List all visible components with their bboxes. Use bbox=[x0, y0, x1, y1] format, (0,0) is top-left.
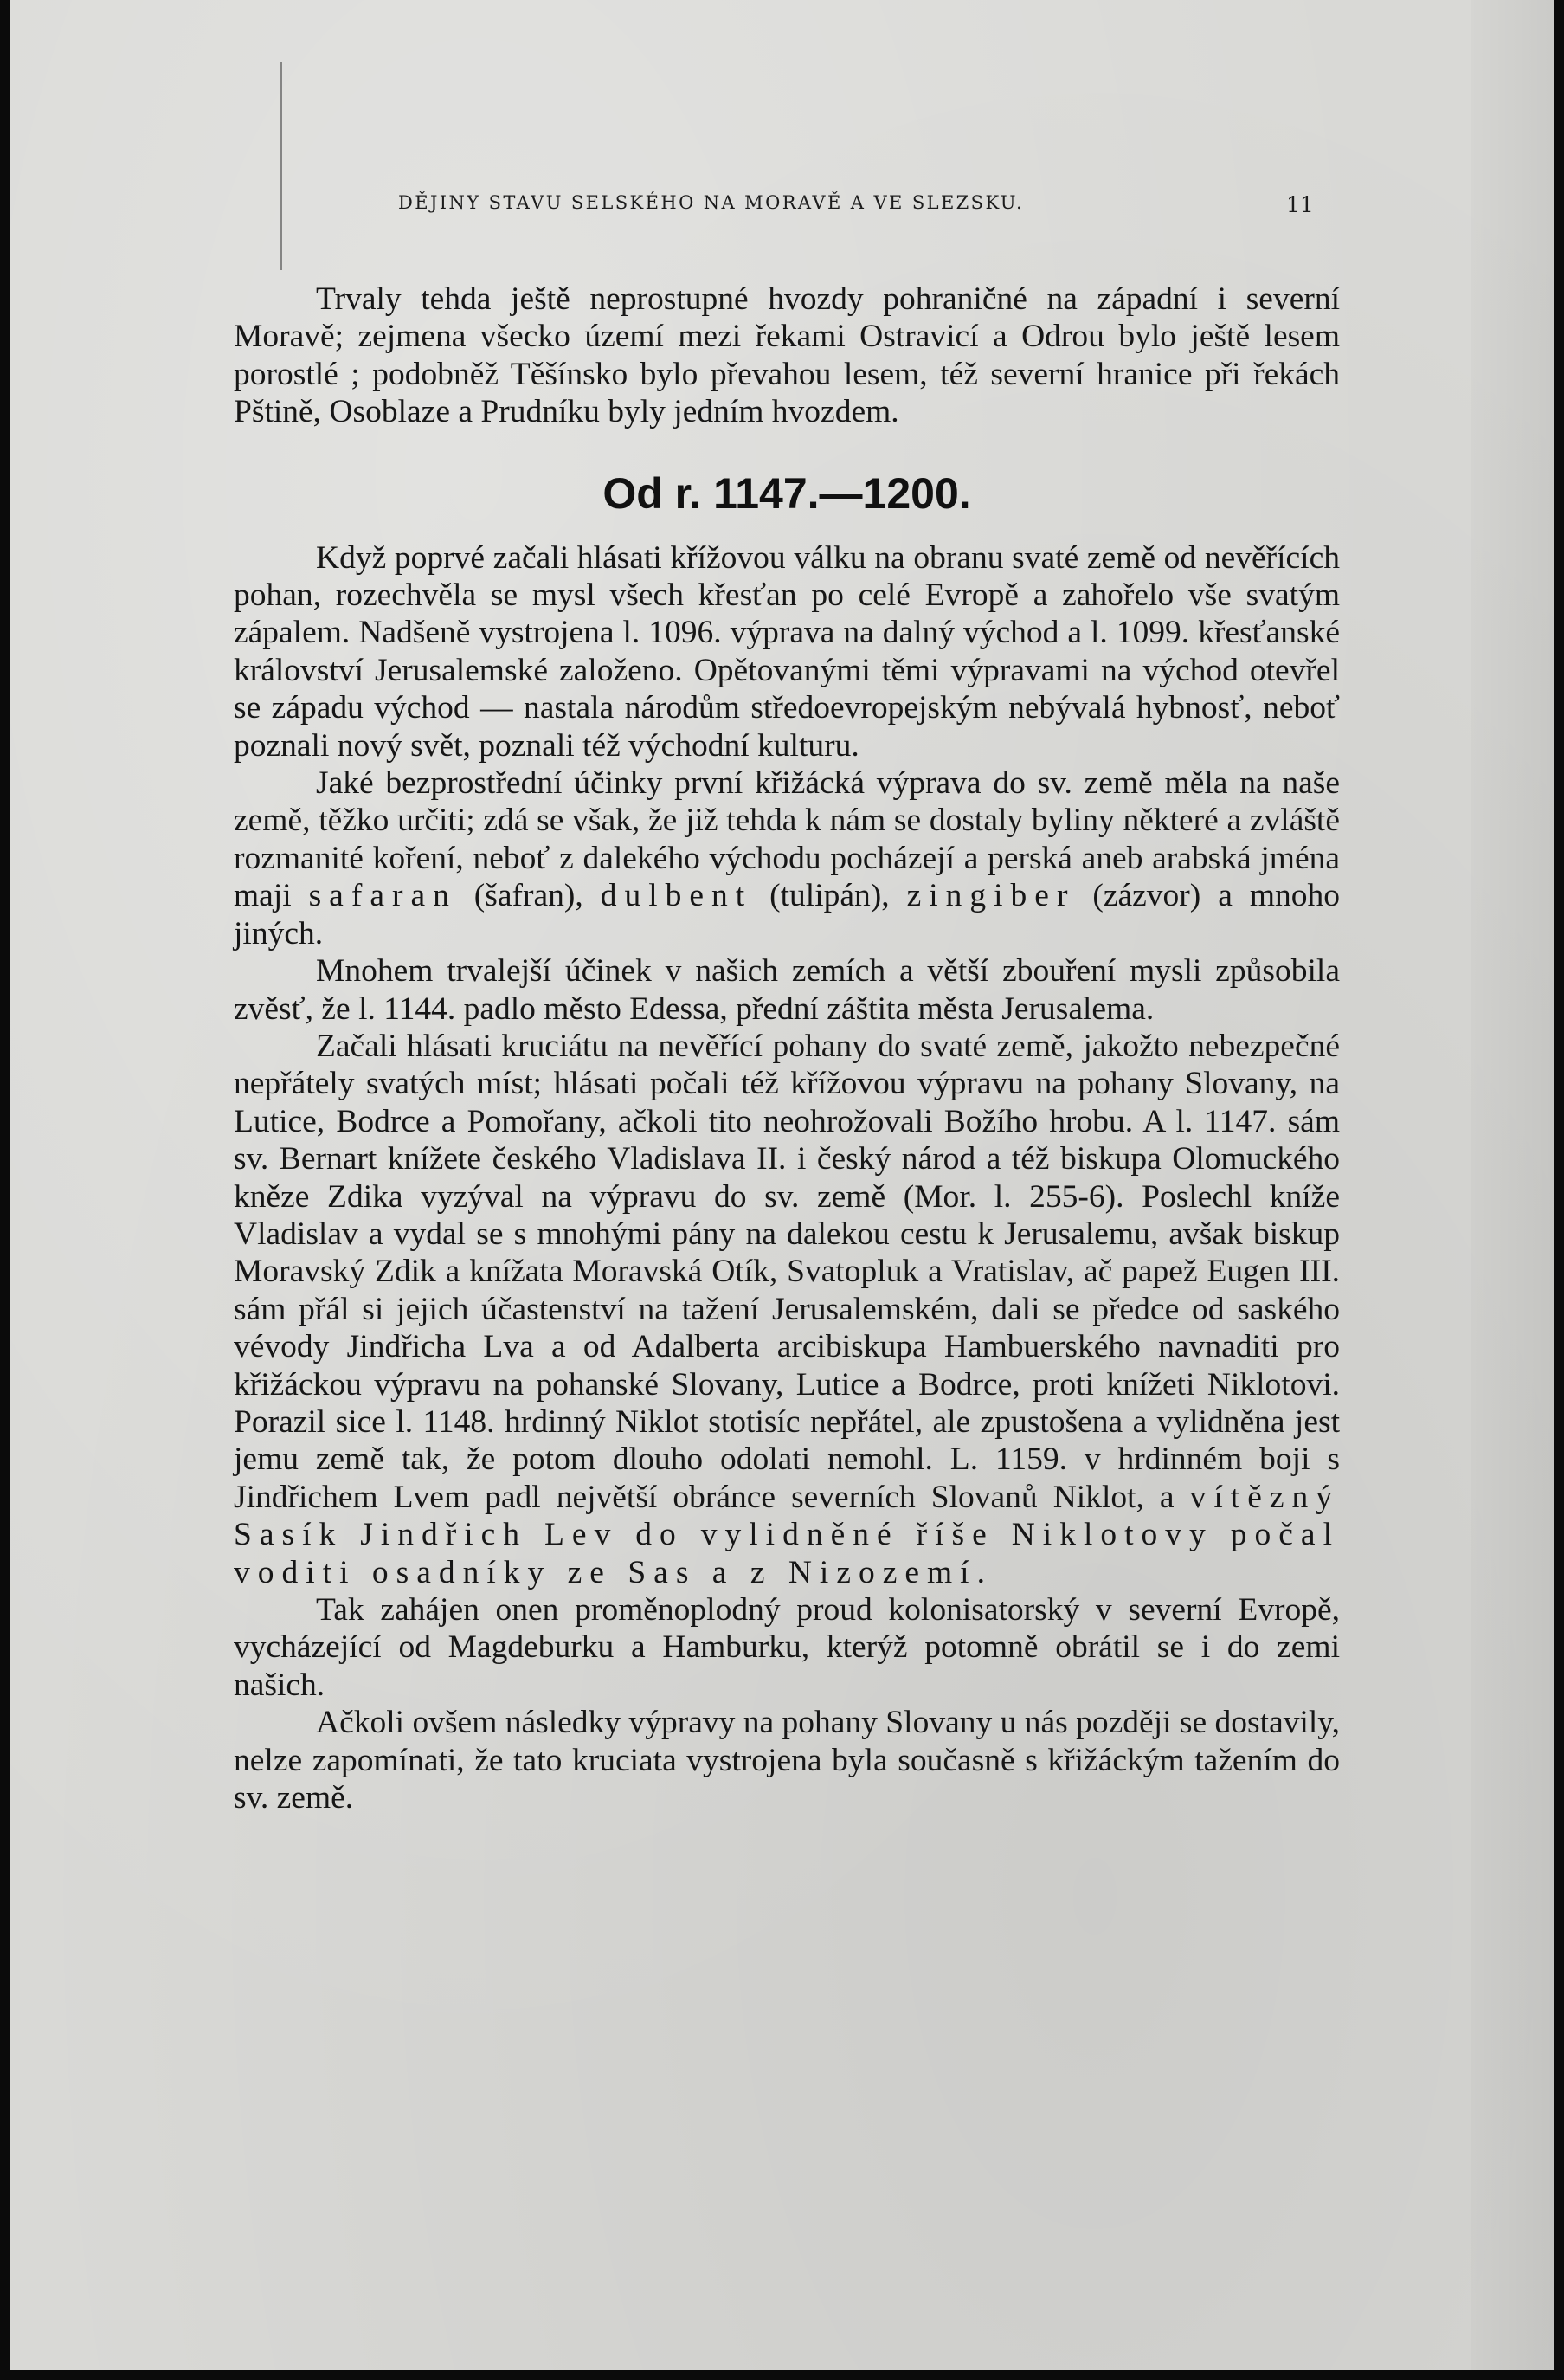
scanned-page bbox=[10, 0, 1560, 2370]
body-text bbox=[234, 281, 1340, 1816]
section-heading: Od r. 1147.—1200. bbox=[602, 468, 971, 518]
effects-tail: a mnoho jiných. bbox=[234, 878, 1340, 951]
gloss-safran: (šafran), bbox=[473, 878, 583, 914]
effects-text: Jaké bezprostřední účinky první křižácká výprava do sv. země měla na naše země, těžko určiti; zdá se však, že již tehda k nám se dostaly byliny některé a zvláště rozmanité koření, neboť z dalekého východu pocházejí a perská aneb arabská jména maji bbox=[234, 765, 1340, 914]
word-dulbent: dulbent bbox=[600, 878, 753, 914]
page-edge-shadow bbox=[1471, 0, 1560, 2370]
word-zingiber: zingiber bbox=[906, 878, 1076, 914]
kruciata-spaced: vítězný Sasík Jindřich Lev do vylidněné říše Niklotovy počal voditi osadníky ze Sas a z Nizozemí. bbox=[234, 1479, 1341, 1590]
scan-border bbox=[1554, 0, 1560, 2370]
gloss-zazvor: (zázvor) bbox=[1092, 878, 1201, 914]
running-header: DĚJINY STAVU SELSKÉHO NA MORAVĚ A VE SLEZSKU. bbox=[398, 192, 1025, 213]
paragraph-edessa: Mnohem trvalejší účinek v našich zemích a větší zbouření mysli způsobila zvěsť, že l. 1144. padlo město Edessa, přední záštita města Jerusalema. bbox=[234, 953, 1340, 1027]
paragraph-kruciata bbox=[234, 1028, 1340, 1591]
kruciata-text: Začali hlásati kruciátu na nevěřící pohany do svaté země, jakožto nebezpečné nepřátely svatých míst; hlásati počali též křížovou výpravu na pohany Slovany, na Lutice, Bodrce a Pomořany, ačkoli tito neohrožovali Božího hrobu. A l. 1147. sám sv. Bernart knížete českého Vladislava II. i český národ a též biskupa Olomuckého kněze Zdika vyzýval na výpravu do sv. země (Mor. l. 255-6). Poslechl kníže Vladislav a vydal se s mnohými pány na dalekou cestu k Jerusalemu, avšak biskup Moravský Zdik a knížata Moravská Otík, Svatopluk a Vratislav, ač papež Eugen III. sám přál si jejich účastenství na tažení Jerusalemském, dali se předce od saského vévody Jindřicha Lva a od Adalberta arcibiskupa Hambuerského navnaditi pro křižáckou výpravu na pohanské Slovany, Lutice a Bodrce, proti knížeti Niklotovi. Porazil sice l. 1148. hrdinný Niklot stotisíc nepřátel, ale zpustošena a vylidněna jest jemu země tak, že potom dlouho odolati nemohl. L. 1159. v hrdinném boji s Jindřichem Lvem padl největší obránce severních Slovanů Niklot, a bbox=[234, 1028, 1340, 1515]
page-number: 11 bbox=[1286, 192, 1314, 217]
word-safaran: safaran bbox=[308, 878, 457, 914]
paragraph-effects bbox=[234, 764, 1340, 952]
paragraph-crusade: Když poprvé začali hlásati křížovou válku na obranu svaté země od nevěřících pohan, rozechvěla se mysl všech křesťan po celé Evropě a zahořelo vše svatým zápalem. Nadšeně vystrojena l. 1096. výprava na dalný východ a l. 1099. křesťanské království Jerusalemské založeno. Opětovanými těmi výpravami na východ otevřel se západu východ — nastala národům středoevropejským nebývalá hybnosť, neboť poznali nový svět, poznali též východní kulturu. bbox=[234, 539, 1340, 764]
margin-mark bbox=[280, 62, 282, 270]
gloss-tulipan: (tulipán), bbox=[769, 878, 890, 914]
paragraph-colonisation: Tak zahájen onen proměnoplodný proud kolonisatorský v severní Evropě, vycházející od Magdeburku a Hamburku, kterýž potomně obrátil se i do zemi našich. bbox=[234, 1592, 1340, 1703]
paragraph-hvozdy: Trvaly tehda ještě neprostupné hvozdy pohraničné na západní i severní Moravě; zejmena všecko území mezi řekami Ostravicí a Odrou bylo ještě lesem porostlé ; podobněž Těšínsko bylo převahou lesem, též severní hranice při řekách Pštině, Osoblaze a Prudníku byly jedním hvozdem. bbox=[234, 281, 1340, 430]
paragraph-conclusion: Ačkoli ovšem následky výpravy na pohany Slovany u nás později se dostavily, nelze zapomínati, že tato kruciata vystrojena byla současně s křižáckým tažením do sv. země. bbox=[234, 1705, 1340, 1816]
